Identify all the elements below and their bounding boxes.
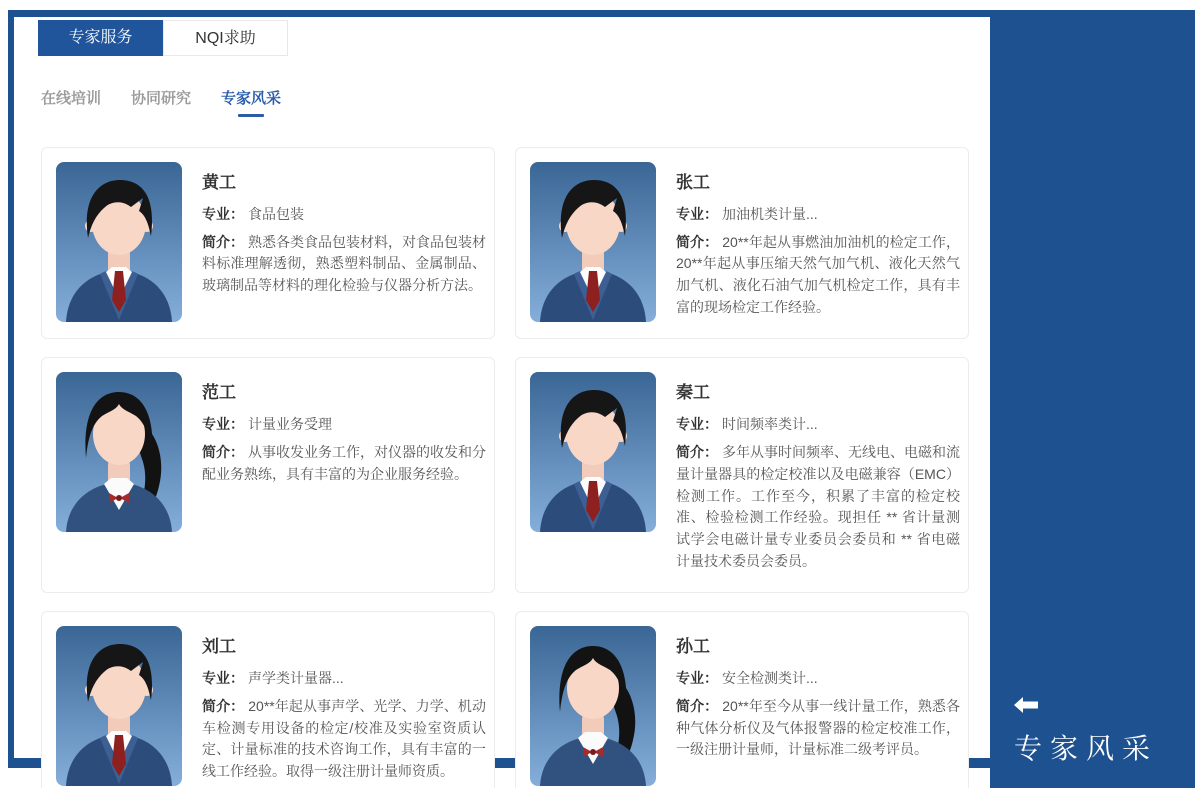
expert-info: [202, 162, 486, 324]
major-value: 安全检测类计...: [722, 670, 818, 687]
expert-card[interactable]: [515, 357, 969, 593]
bio-label: 简介：: [202, 444, 244, 461]
major-label: 专业：: [676, 416, 718, 433]
bio-value: 从事收发业务工作，对仪器的收发和分配业务熟练，具有丰富的为企业服务经验。: [202, 444, 486, 482]
bio-label: 简介：: [202, 233, 244, 250]
major-label: 专业：: [676, 206, 718, 222]
active-underline: [238, 114, 264, 117]
expert-info: [676, 626, 960, 788]
expert-major: [202, 204, 486, 226]
expert-major: [202, 668, 486, 690]
sidebar-back-widget[interactable]: [1014, 697, 1158, 767]
major-value: 时间频率类计...: [722, 416, 818, 433]
expert-avatar-female: [530, 626, 656, 786]
expert-major: [676, 414, 960, 436]
expert-name: 张工: [676, 173, 710, 192]
expert-card[interactable]: [515, 147, 969, 339]
main-panel: [8, 10, 990, 779]
sub-nav: [41, 87, 990, 117]
expert-info: [676, 372, 960, 578]
subnav-expert-showcase-label: 专家风采: [221, 90, 282, 107]
expert-name: 孙工: [676, 637, 710, 657]
major-value: 声学类计量器...: [248, 670, 344, 687]
expert-card[interactable]: [41, 611, 495, 788]
bio-label: 简介：: [202, 697, 245, 714]
bio-value: 20**年至今从事一线计量工作，熟悉各种气体分析仪及气体报警器的检定校准工作，一级注册计量师，计量标准二级考评员。: [676, 697, 961, 758]
bio-value: 多年从事时间频率、无线电、电磁和流量计量器具的检定校准以及电磁兼容（EMC）检测工作。工作至今，积累了丰富的检定校准、检验检测工作经验。现担任 ** 省计量测试学会电磁计量专业委员会委员和 ** 省电磁计量技术委员会委员。: [676, 444, 960, 569]
major-value: 食品包装: [248, 206, 304, 222]
top-tab-bar: [14, 17, 990, 56]
subnav-expert-showcase[interactable]: [221, 87, 281, 117]
expert-bio: [676, 442, 960, 572]
expert-avatar-male: [530, 162, 656, 322]
tab-expert-service[interactable]: 专家服务: [38, 20, 163, 56]
expert-avatar-male: [56, 626, 182, 786]
expert-name: 范工: [202, 383, 236, 403]
sidebar-section-label: 专家风采: [1014, 733, 1159, 764]
expert-avatar-male: [530, 372, 656, 532]
major-label: 专业：: [202, 206, 244, 222]
expert-info: [676, 162, 960, 324]
expert-bio: [676, 696, 960, 761]
bio-label: 简介：: [676, 697, 719, 714]
expert-bio: [202, 696, 486, 783]
expert-card-grid: [41, 147, 969, 788]
expert-major: [676, 204, 960, 226]
bio-label: 简介：: [676, 444, 718, 461]
bio-value: 20**年起从事燃油加油机的检定工作，20**年起从事压缩天然气加气机、液化天然气加气机、液化石油气加气机检定工作，具有丰富的现场检定工作经验。: [676, 233, 961, 315]
expert-bio: [676, 232, 960, 319]
expert-major: [202, 414, 486, 436]
major-value: 加油机类计量...: [722, 206, 818, 222]
major-label: 专业：: [676, 670, 718, 687]
expert-info: [202, 372, 486, 578]
left-arrow-icon[interactable]: [1014, 697, 1038, 713]
expert-card[interactable]: [41, 147, 495, 339]
expert-card[interactable]: [41, 357, 495, 593]
expert-info: [202, 626, 486, 788]
expert-bio: [202, 442, 486, 485]
expert-avatar-male: [56, 162, 182, 322]
bio-label: 简介：: [676, 233, 719, 250]
major-label: 专业：: [202, 670, 244, 687]
expert-avatar-female: [56, 372, 182, 532]
expert-card[interactable]: [515, 611, 969, 788]
right-sidebar: [990, 10, 1195, 788]
expert-name: 刘工: [202, 637, 236, 657]
subnav-online-training[interactable]: 在线培训: [41, 90, 102, 107]
major-value: 计量业务受理: [248, 416, 332, 433]
tab-nqi-help[interactable]: NQI求助: [163, 20, 288, 56]
bio-value: 熟悉各类食品包装材料，对食品包装材料标准理解透彻，熟悉塑料制品、金属制品、玻璃制品等材料的理化检验与仪器分析方法。: [202, 233, 486, 294]
expert-bio: [202, 232, 486, 297]
subnav-collaborative-research[interactable]: 协同研究: [131, 90, 192, 107]
expert-name: 秦工: [676, 383, 710, 403]
bio-value: 20**年起从事声学、光学、力学、机动车检测专用设备的检定/校准及实验室资质认定、计量标准的技术咨询工作，具有丰富的一线工作经验。取得一级注册计量师资质。: [202, 697, 487, 779]
expert-name: 黄工: [202, 173, 236, 192]
major-label: 专业：: [202, 416, 244, 433]
expert-major: [676, 668, 960, 690]
